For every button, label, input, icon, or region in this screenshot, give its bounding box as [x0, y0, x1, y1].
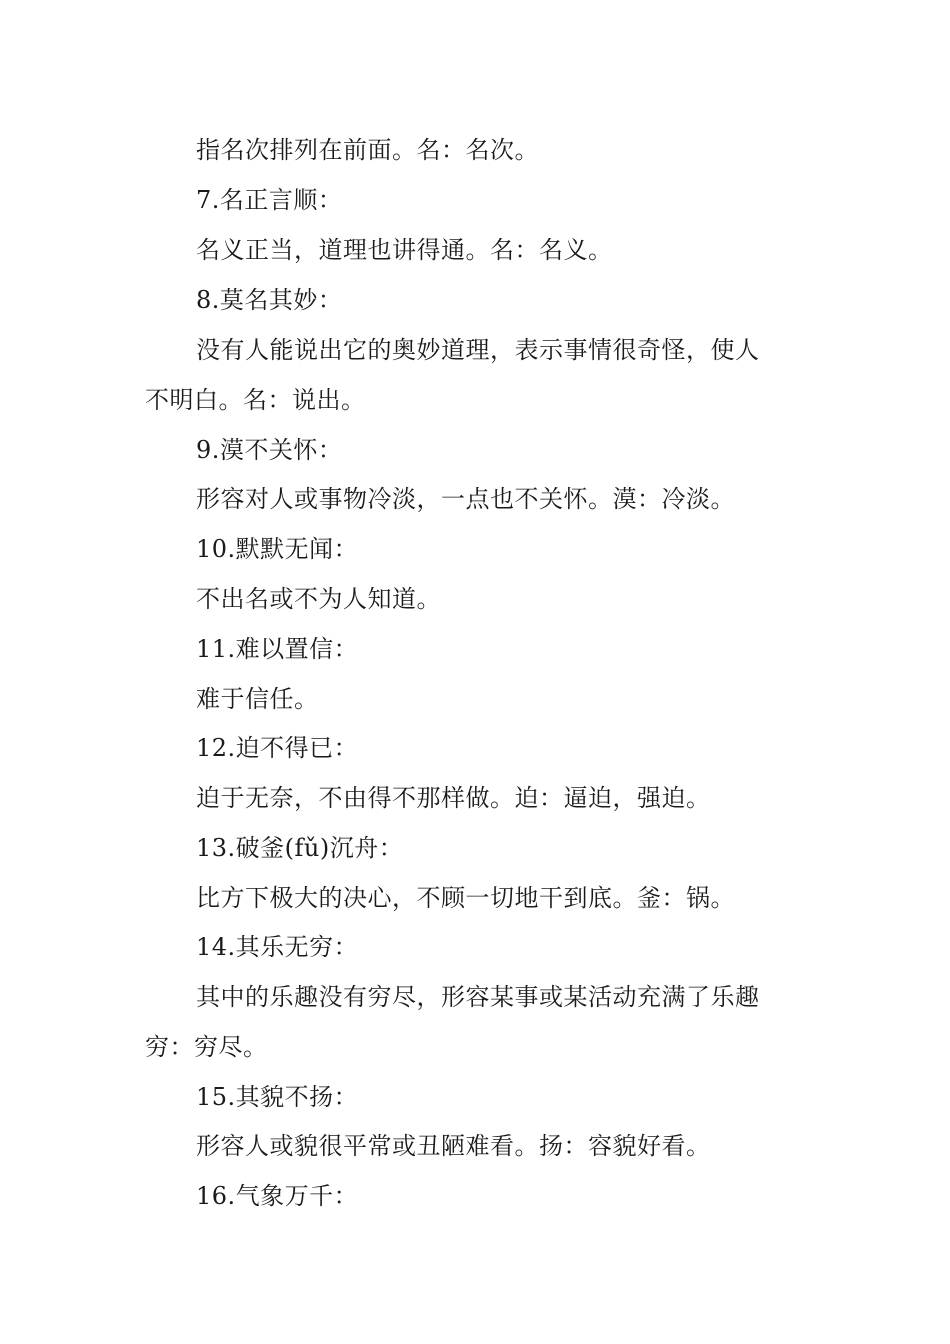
- entry-definition: 其中的乐趣没有穷尽，形容某事或某活动充满了乐趣: [196, 983, 760, 1011]
- entry-heading: 8.莫名其妙：: [196, 286, 343, 314]
- entry-heading: 15.其貌不扬：: [196, 1083, 359, 1111]
- entry-definition: 形容人或貌很平常或丑陋难看。扬：容貌好看。: [196, 1132, 711, 1160]
- entry-definition-continued: 穷：穷尽。: [145, 1033, 268, 1061]
- entry-heading: 13.破釜(fǔ)沉舟：: [196, 834, 404, 862]
- entry-heading: 16.气象万千：: [196, 1182, 359, 1210]
- entry-heading: 14.其乐无穷：: [196, 933, 359, 961]
- entry-definition-continued: 不明白。名：说出。: [145, 386, 366, 414]
- entry-definition: 名义正当，道理也讲得通。名：名义。: [196, 236, 613, 264]
- entry-heading: 10.默默无闻：: [196, 535, 359, 563]
- entry-definition: 迫于无奈，不由得不那样做。迫：逼迫，强迫。: [196, 784, 711, 812]
- entry-definition: 形容对人或事物冷淡，一点也不关怀。漠：冷淡。: [196, 485, 735, 513]
- entry-definition: 不出名或不为人知道。: [196, 585, 441, 613]
- entry-definition: 比方下极大的决心，不顾一切地干到底。釜：锅。: [196, 884, 735, 912]
- entry-heading: 12.迫不得已：: [196, 734, 359, 762]
- text-line: 指名次排列在前面。名：名次。: [196, 136, 539, 164]
- entry-heading: 11.难以置信：: [196, 635, 359, 663]
- entry-heading: 9.漠不关怀：: [196, 436, 343, 464]
- entry-definition: 没有人能说出它的奥妙道理，表示事情很奇怪，使人: [196, 336, 760, 364]
- entry-definition: 难于信任。: [196, 685, 319, 713]
- entry-heading: 7.名正言顺：: [196, 186, 343, 214]
